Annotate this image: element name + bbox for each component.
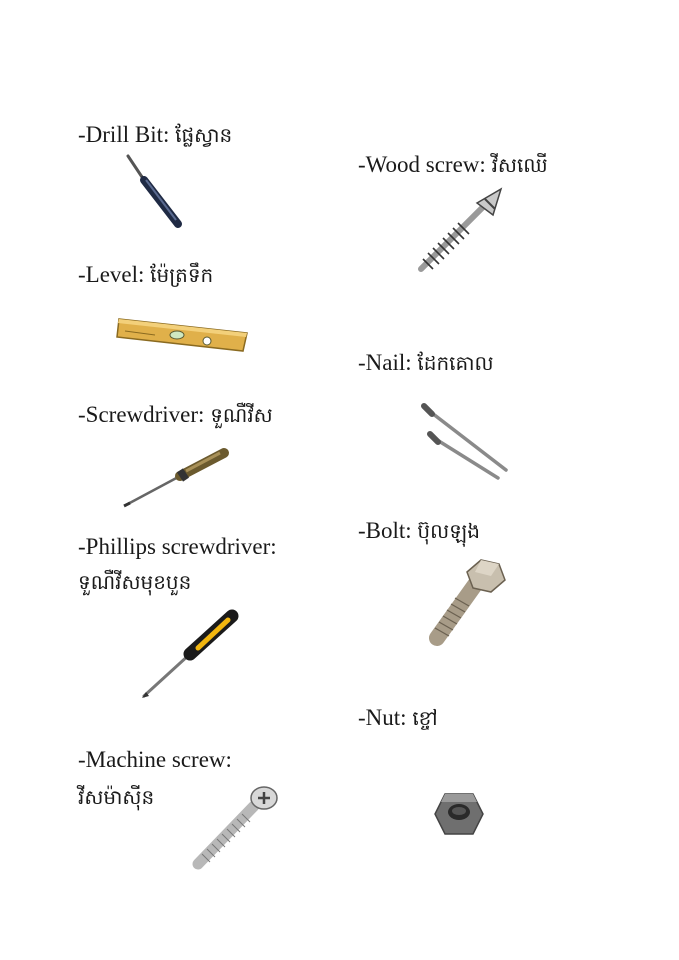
- term-km: ទួណឺវីស: [210, 403, 273, 427]
- phillips-screwdriver-icon: [140, 610, 240, 700]
- label-screwdriver: [78, 400, 273, 430]
- term-km: ផ្លែស្វាន: [175, 123, 233, 147]
- term-km: ប៊ុលឡុង: [417, 519, 480, 543]
- level-icon: [115, 315, 250, 355]
- label-machine-screw: [78, 745, 232, 775]
- term-km: ខ្ចៅ: [412, 706, 438, 730]
- term-km: ដែកគោល: [417, 351, 494, 375]
- label-bolt: [358, 516, 480, 546]
- term-en: -Level:: [78, 262, 145, 287]
- label-nut: [358, 703, 438, 733]
- label-phillips-screwdriver-km: [78, 567, 191, 597]
- term-en: -Screwdriver:: [78, 402, 205, 427]
- machine-screw-icon: [188, 782, 283, 872]
- term-km: ទួណឺវីសមុខបួន: [78, 570, 192, 594]
- term-en: -Drill Bit:: [78, 122, 170, 147]
- term-en: -Nail:: [358, 350, 412, 375]
- term-en: -Bolt:: [358, 518, 412, 543]
- term-en: -Nut:: [358, 705, 407, 730]
- label-nail: [358, 348, 494, 378]
- term-km: ម៉ែត្រទឹក: [150, 263, 214, 287]
- nut-icon: [433, 790, 485, 838]
- label-drill-bit: [78, 120, 232, 150]
- term-en: -Phillips screwdriver:: [78, 534, 277, 559]
- bolt-icon: [425, 558, 510, 648]
- wood-screw-icon: [415, 185, 505, 275]
- nail-icon: [418, 400, 513, 480]
- drill-bit-icon: [120, 150, 190, 230]
- label-machine-screw-km: [78, 782, 154, 812]
- term-en: -Machine screw:: [78, 747, 232, 772]
- label-phillips-screwdriver: [78, 532, 277, 562]
- term-km: វីសឈើ: [491, 153, 548, 177]
- screwdriver-icon: [122, 445, 232, 510]
- term-km: វីសម៉ាស៊ីន: [78, 785, 155, 809]
- label-level: [78, 260, 213, 290]
- term-en: -Wood screw:: [358, 152, 486, 177]
- label-wood-screw: [358, 150, 548, 180]
